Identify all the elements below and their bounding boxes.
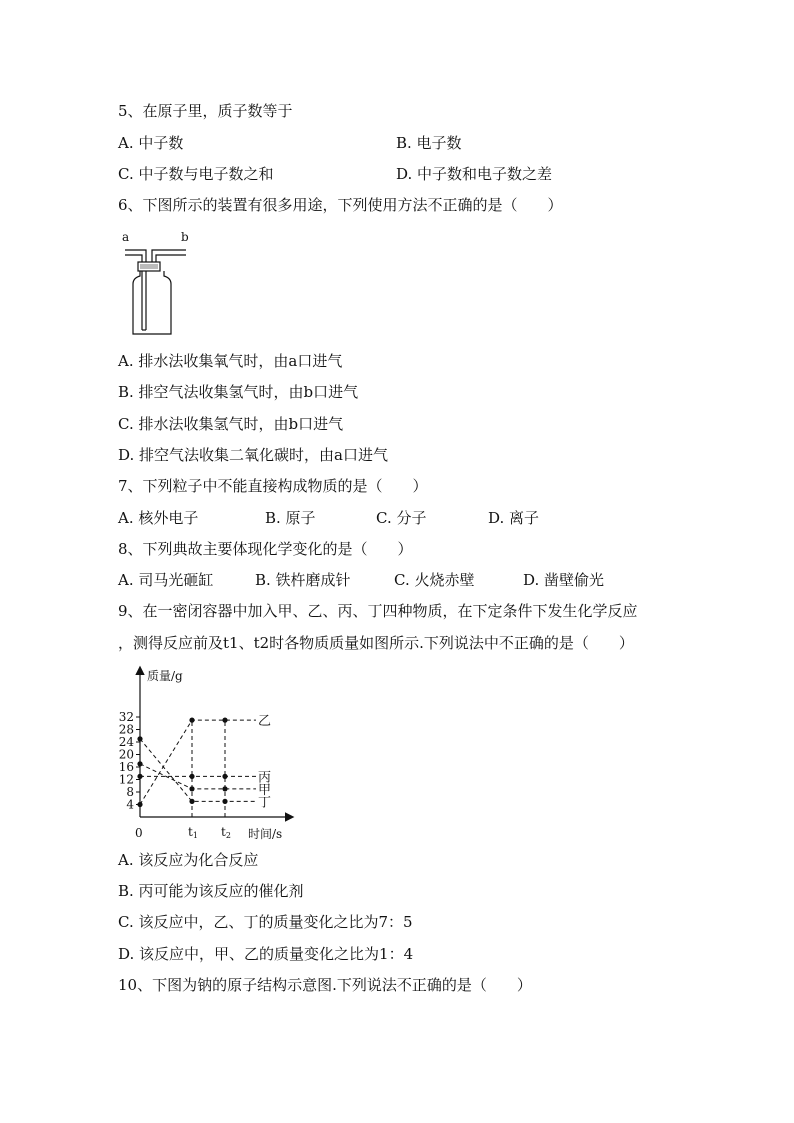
y-axis-label: 质量/g: [147, 669, 183, 683]
q9-stem-line1: 9、在一密闭容器中加入甲、乙、丙、丁四种物质，在下定条件下发生化学反应: [118, 602, 638, 620]
y-tick-label: 12: [118, 772, 134, 787]
port-b-label: b: [181, 230, 189, 244]
data-point: [222, 718, 227, 723]
x-tick-label: t1: [188, 825, 198, 840]
data-point: [137, 802, 142, 807]
q7-option-c: C. 分子: [376, 509, 427, 527]
data-point: [189, 799, 194, 804]
data-point: [137, 736, 142, 741]
q6-stem: 6、下图所示的装置有很多用途，下列使用方法不正确的是（ ）: [118, 196, 563, 214]
q5-option-a: A. 中子数: [118, 134, 184, 152]
x-axis-label: 时间/s: [248, 827, 283, 841]
q7-option-b: B. 原子: [265, 509, 316, 527]
data-point: [189, 718, 194, 723]
q6-option-c: C. 排水法收集氢气时，由b口进气: [118, 415, 344, 433]
y-tick-label: 4: [126, 797, 134, 812]
q8-option-a: A. 司马光砸缸: [118, 571, 214, 589]
q8-stem: 8、下列典故主要体现化学变化的是（ ）: [118, 540, 413, 558]
q5-stem: 5、在原子里，质子数等于: [118, 102, 293, 120]
y-tick-label: 24: [118, 735, 134, 749]
data-point: [189, 774, 194, 779]
q6-option-b: B. 排空气法收集氢气时，由b口进气: [118, 383, 359, 401]
series-label: 甲: [258, 782, 272, 798]
q8-option-b: B. 铁杵磨成针: [255, 571, 351, 589]
data-point: [137, 774, 142, 779]
q7-option-d: D. 离子: [488, 509, 540, 527]
port-a-label: a: [122, 230, 130, 244]
q6-option-a: A. 排水法收集氧气时，由a口进气: [118, 352, 343, 370]
q10-stem: 10、下图为钠的原子结构示意图.下列说法不正确的是（ ）: [118, 976, 532, 994]
mass-time-chart: [110, 660, 310, 842]
data-point: [222, 799, 227, 804]
q9-option-b: B. 丙可能为该反应的催化剂: [118, 882, 304, 900]
y-tick-label: 16: [118, 760, 134, 774]
data-point: [137, 761, 142, 766]
q9-option-d: D. 该反应中，甲、乙的质量变化之比为1：4: [118, 945, 414, 963]
q9-option-a: A. 该反应为化合反应: [118, 851, 259, 869]
y-tick-label: 8: [126, 785, 134, 799]
q5-option-b: B. 电子数: [396, 134, 462, 152]
y-tick-label: 32: [118, 710, 134, 724]
q7-stem: 7、下列粒子中不能直接构成物质的是（ ）: [118, 477, 428, 495]
series-label: 丙: [258, 770, 272, 786]
series-line: [140, 739, 256, 802]
bottle: [133, 271, 171, 334]
q8-option-d: D. 凿壁偷光: [523, 571, 605, 589]
q5-option-c: C. 中子数与电子数之和: [118, 165, 274, 183]
q5-option-d: D. 中子数和电子数之差: [396, 165, 553, 183]
series-line: [140, 720, 256, 804]
q9-stem-line2: ，测得反应前及t1、t2时各物质质量如图所示.下列说法中不正确的是（ ）: [118, 634, 634, 652]
q8-option-c: C. 火烧赤壁: [394, 571, 475, 589]
q7-option-a: A. 核外电子: [118, 509, 199, 527]
x-tick-label: t2: [221, 825, 231, 840]
origin-label: 0: [135, 826, 143, 840]
gas-bottle-figure: [118, 226, 198, 338]
y-tick-label: 20: [118, 747, 134, 762]
q9-option-c: C. 该反应中，乙、丁的质量变化之比为7：5: [118, 913, 413, 931]
y-tick-label: 28: [118, 722, 134, 737]
series-label: 乙: [258, 714, 272, 730]
data-point: [222, 774, 227, 779]
q6-option-d: D. 排空气法收集二氧化碳时，由a口进气: [118, 446, 388, 464]
data-point: [189, 786, 194, 791]
series-label: 丁: [258, 795, 272, 811]
data-point: [222, 786, 227, 791]
